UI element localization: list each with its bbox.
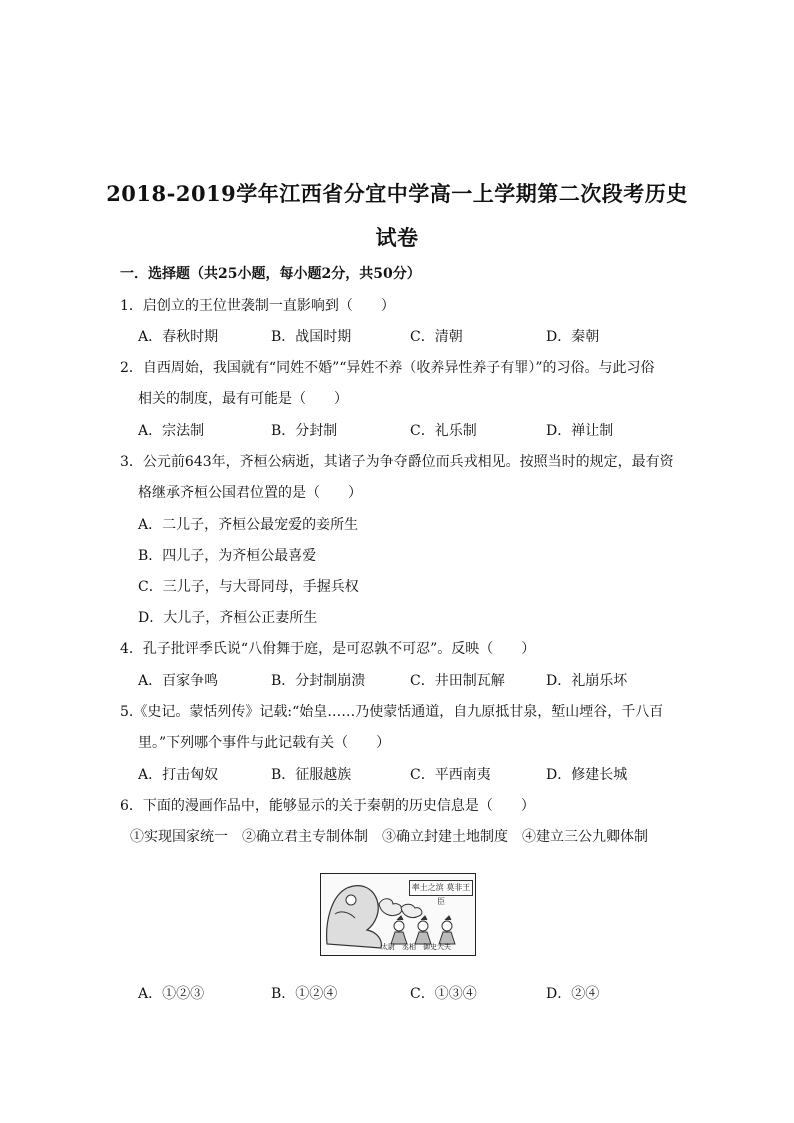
option-b[interactable]: B．战国时期 <box>271 329 352 345</box>
option-c[interactable]: C．井田制瓦解 <box>410 673 505 689</box>
option-a[interactable]: A．①②③ <box>138 986 205 1002</box>
cartoon-caption-bottom: 太尉 丞相 御史大夫 <box>381 943 451 951</box>
option-a[interactable]: A．二儿子，齐桓公最宠爱的妾所生 <box>138 517 359 533</box>
question-5-stem-cont: 里。”下列哪个事件与此记载有关（ ） <box>138 735 391 751</box>
option-d[interactable]: D．禅让制 <box>546 423 614 439</box>
option-b[interactable]: B．分封制崩溃 <box>271 673 366 689</box>
option-b[interactable]: B．①②④ <box>271 986 338 1002</box>
option-c[interactable]: C．礼乐制 <box>410 423 477 439</box>
exam-title-line1: 2018-2019学年江西省分宜中学高一上学期第二次段考历史 <box>106 181 688 206</box>
cartoon-caption-top: 率土之滨 莫非王臣 <box>409 880 473 896</box>
question-1-stem: 1．启创立的王位世袭制一直影响到（ ） <box>120 298 395 314</box>
option-a[interactable]: A．春秋时期 <box>138 329 219 345</box>
question-5-stem: 5.《史记。蒙恬列传》记载:“始皇……乃使蒙恬通道，自九原抵甘泉，堑山堙谷，千八百 <box>120 704 664 720</box>
question-3-stem-cont: 格继承齐桓公国君位置的是（ ） <box>138 485 362 501</box>
question-1-options <box>138 326 698 346</box>
question-6-options <box>138 983 698 1003</box>
option-d[interactable]: D．大儿子，齐桓公正妻所生 <box>138 610 318 626</box>
exam-title-line2: 试卷 <box>375 225 419 250</box>
question-6-statements: ①实现国家统一 ②确立君主专制体制 ③确立封建土地制度 ④建立三公九卿体制 <box>130 829 648 845</box>
option-c[interactable]: C．三儿子，与大哥同母，手握兵权 <box>138 579 359 595</box>
option-a[interactable]: A．宗法制 <box>138 423 205 439</box>
option-a[interactable]: A．打击匈奴 <box>138 767 219 783</box>
question-4-stem: 4．孔子批评季氏说“八佾舞于庭，是可忍孰不可忍”。反映（ ） <box>120 641 536 657</box>
option-d[interactable]: D．礼崩乐坏 <box>546 673 628 689</box>
question-4-options <box>138 670 698 690</box>
option-d[interactable]: D．秦朝 <box>546 329 600 345</box>
option-b[interactable]: B．分封制 <box>271 423 338 439</box>
option-b[interactable]: B．征服越族 <box>271 767 352 783</box>
cartoon-image <box>320 873 476 956</box>
question-2-stem-cont: 相关的制度，最有可能是（ ） <box>138 391 348 407</box>
question-6-stem: 6．下面的漫画作品中，能够显示的关于秦朝的历史信息是（ ） <box>120 798 535 814</box>
question-3-stem: 3．公元前643年，齐桓公病逝，其诸子为争夺爵位而兵戎相见。按照当时的规定，最有资 <box>120 454 674 470</box>
option-c[interactable]: C．平西南夷 <box>410 767 491 783</box>
question-2-stem: 2．自西周始，我国就有“同姓不婚”“异姓不养（收养异性养子有罪）”的习俗。与此习俗 <box>120 360 655 376</box>
option-b[interactable]: B．四儿子，为齐桓公最喜爱 <box>138 548 317 564</box>
option-d[interactable]: D．②④ <box>546 986 600 1002</box>
question-5-options <box>138 764 698 784</box>
option-c[interactable]: C．清朝 <box>410 329 463 345</box>
question-2-options <box>138 420 698 440</box>
option-d[interactable]: D．修建长城 <box>546 767 628 783</box>
option-a[interactable]: A．百家争鸣 <box>138 673 219 689</box>
section-heading: 一．选择题（共25小题，每小题2分，共50分） <box>120 266 421 282</box>
option-c[interactable]: C．①③④ <box>410 986 477 1002</box>
